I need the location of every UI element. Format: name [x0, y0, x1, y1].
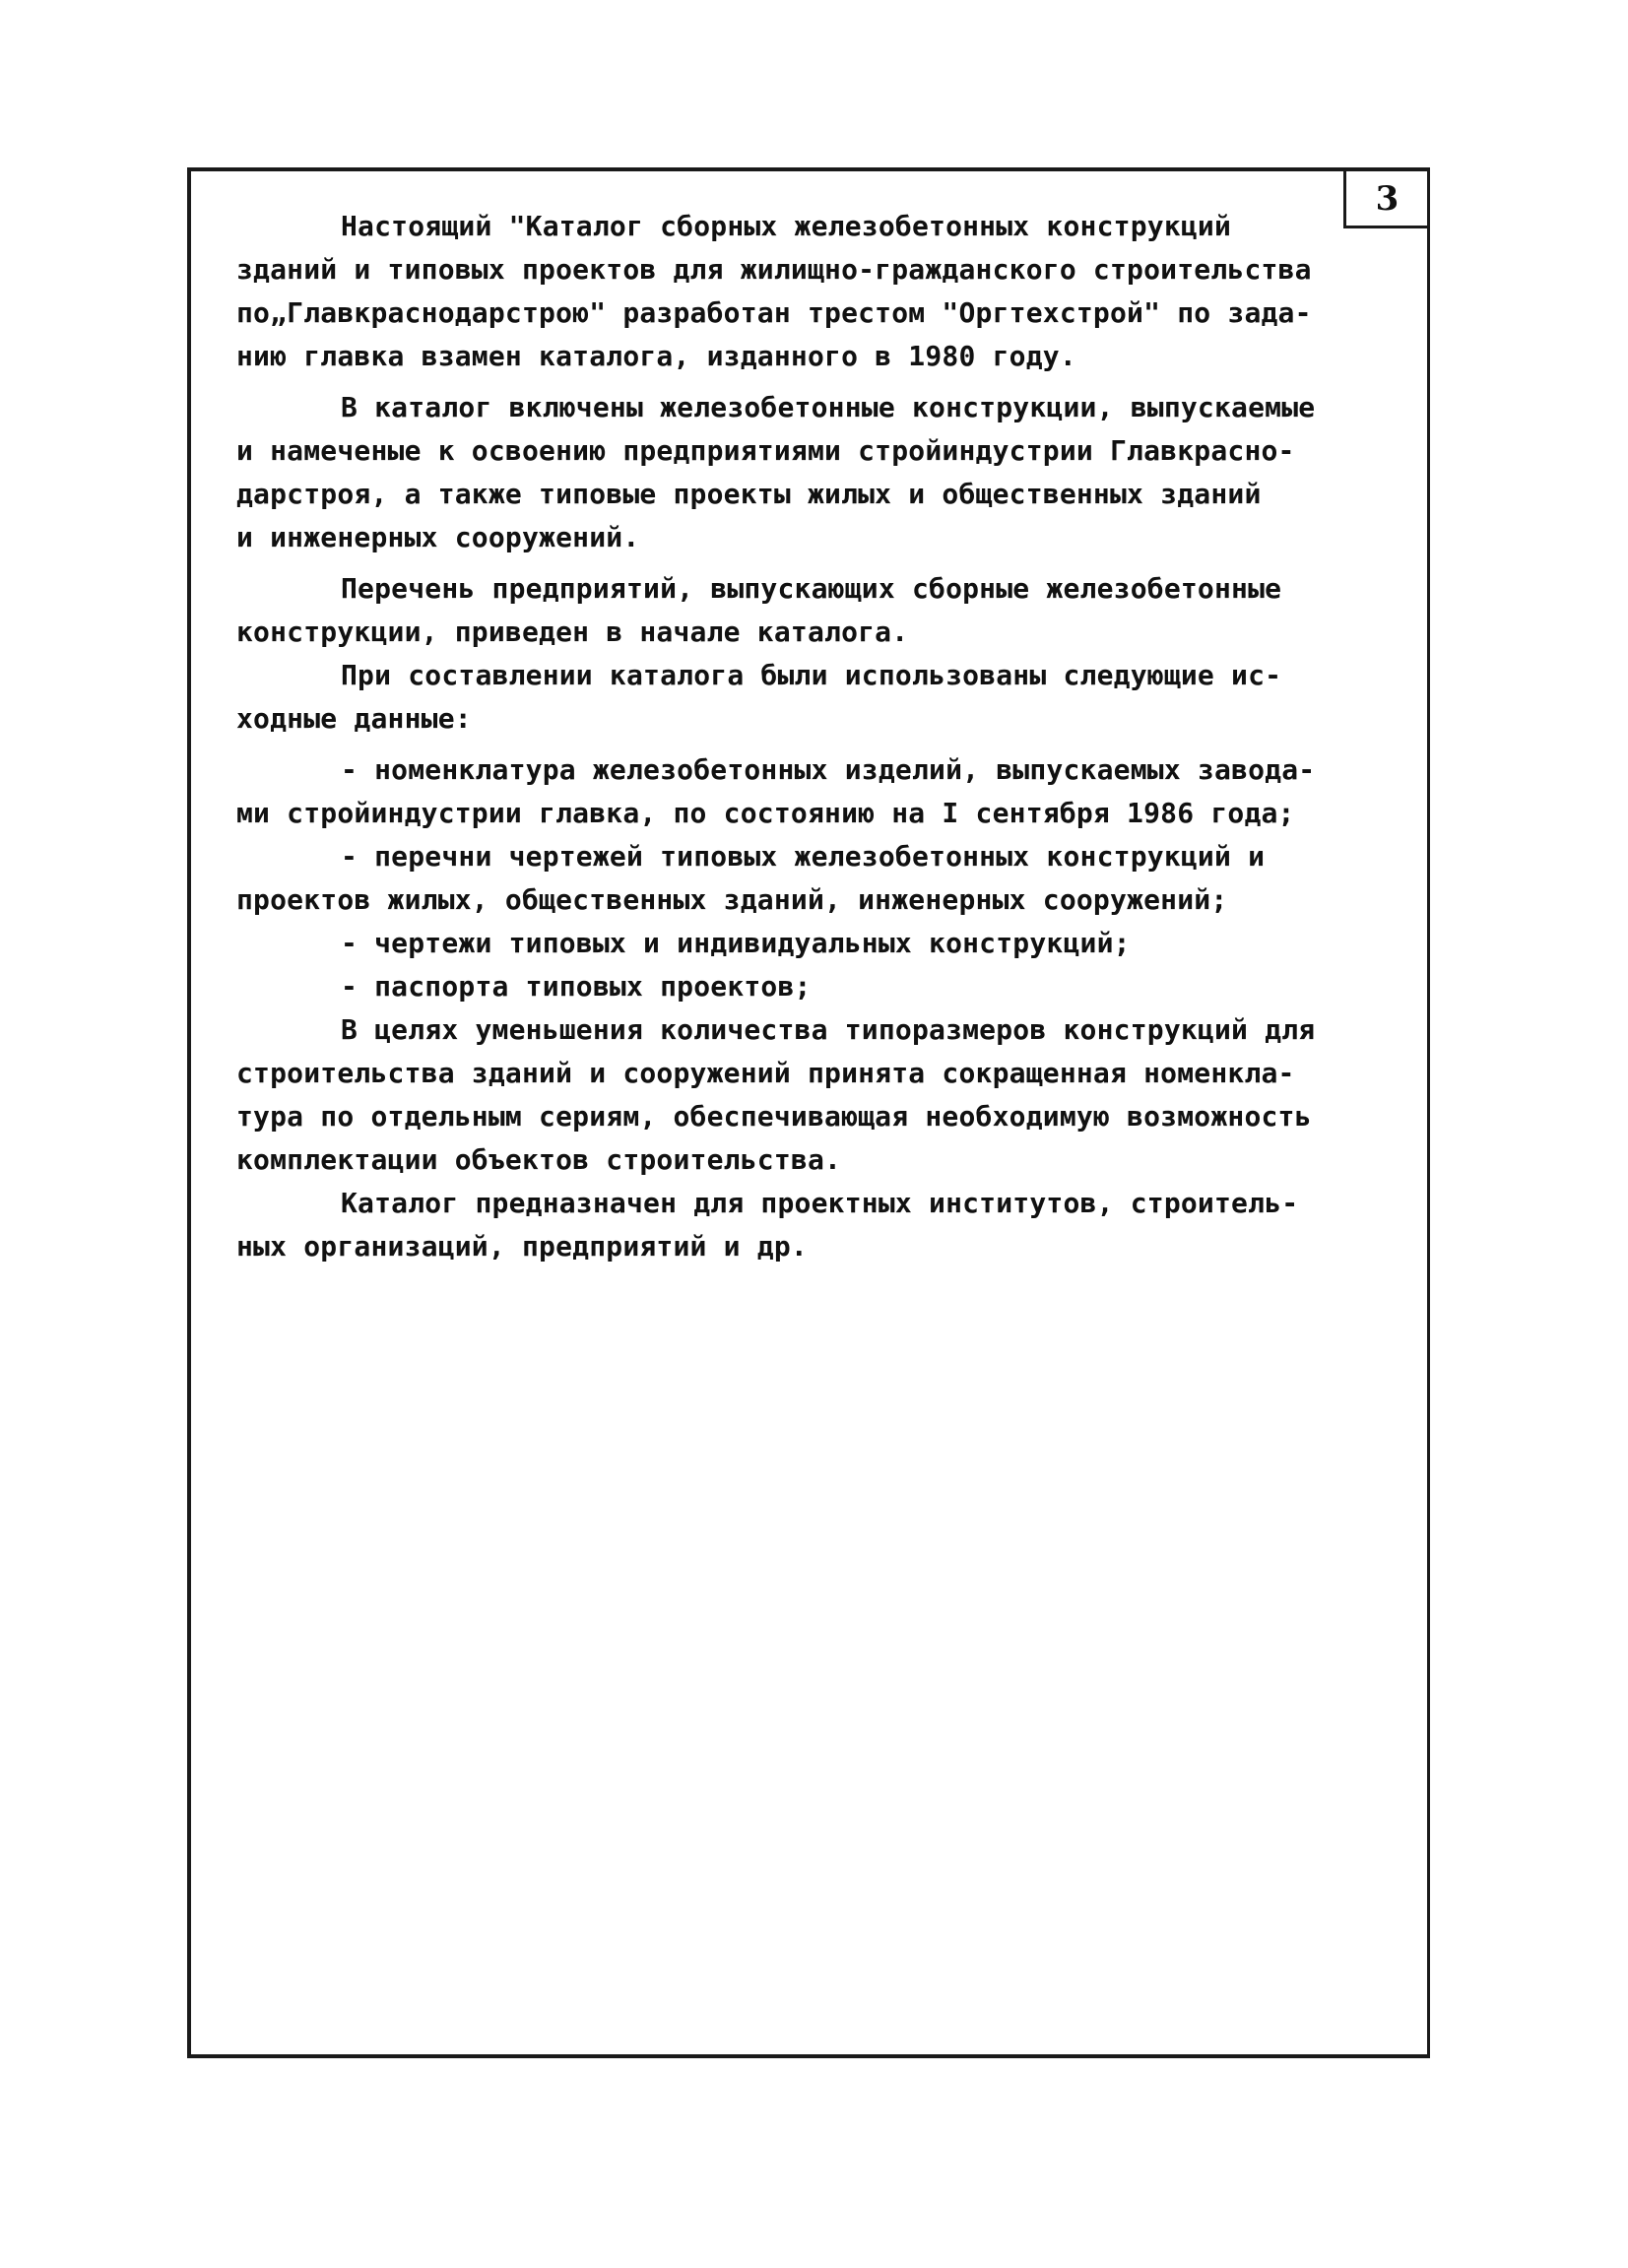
- text-line: по„Главкраснодарстрою" разработан трестом "Оргтехстрой" по зада-: [236, 296, 1312, 329]
- text-line: В каталог включены железобетонные конструкции, выпускаемые: [341, 391, 1316, 423]
- text-line: - номенклатура железобетонных изделий, выпускаемых завода-: [341, 753, 1316, 786]
- text-line: Настоящий "Каталог сборных железобетонных конструкций: [341, 210, 1232, 242]
- text-line: - паспорта типовых проектов;: [341, 970, 812, 1003]
- text-line: зданий и типовых проектов для жилищно-гражданского строительства: [236, 253, 1312, 286]
- text-line: проектов жилых, общественных зданий, инженерных сооружений;: [236, 883, 1228, 916]
- text-line: конструкции, приведен в начале каталога.: [236, 616, 909, 648]
- text-line: и инженерных сооружений.: [236, 521, 640, 553]
- text-line: - перечни чертежей типовых железобетонных конструкций и: [341, 840, 1266, 873]
- text-line: комплектации объектов строительства.: [236, 1143, 842, 1176]
- text-line: Перечень предприятий, выпускающих сборные железобетонные: [341, 572, 1282, 605]
- text-line: ми стройиндустрии главка, по состоянию на I сентября 1986 года;: [236, 797, 1295, 829]
- document-body: [236, 205, 1359, 1268]
- text-line: ных организаций, предприятий и др.: [236, 1230, 808, 1263]
- text-line: тура по отдельным сериям, обеспечивающая необходимую возможность: [236, 1100, 1312, 1133]
- text-line: нию главка взамен каталога, изданного в 1980 году.: [236, 340, 1076, 372]
- text-line: В целях уменьшения количества типоразмеров конструкций для: [341, 1013, 1316, 1046]
- text-line: и намеченые к освоению предприятиями стройиндустрии Главкрасно-: [236, 434, 1295, 467]
- text-line: - чертежи типовых и индивидуальных конструкций;: [341, 927, 1131, 959]
- text-line: Каталог предназначен для проектных институтов, строитель-: [341, 1187, 1299, 1219]
- text-line: ходные данные:: [236, 702, 472, 735]
- text-line: При составлении каталога были использованы следующие ис-: [341, 659, 1282, 691]
- text-line: дарстроя, а также типовые проекты жилых и общественных зданий: [236, 478, 1262, 510]
- text-line: строительства зданий и сооружений принята сокращенная номенкла-: [236, 1057, 1295, 1089]
- page-number: 3: [1343, 171, 1428, 228]
